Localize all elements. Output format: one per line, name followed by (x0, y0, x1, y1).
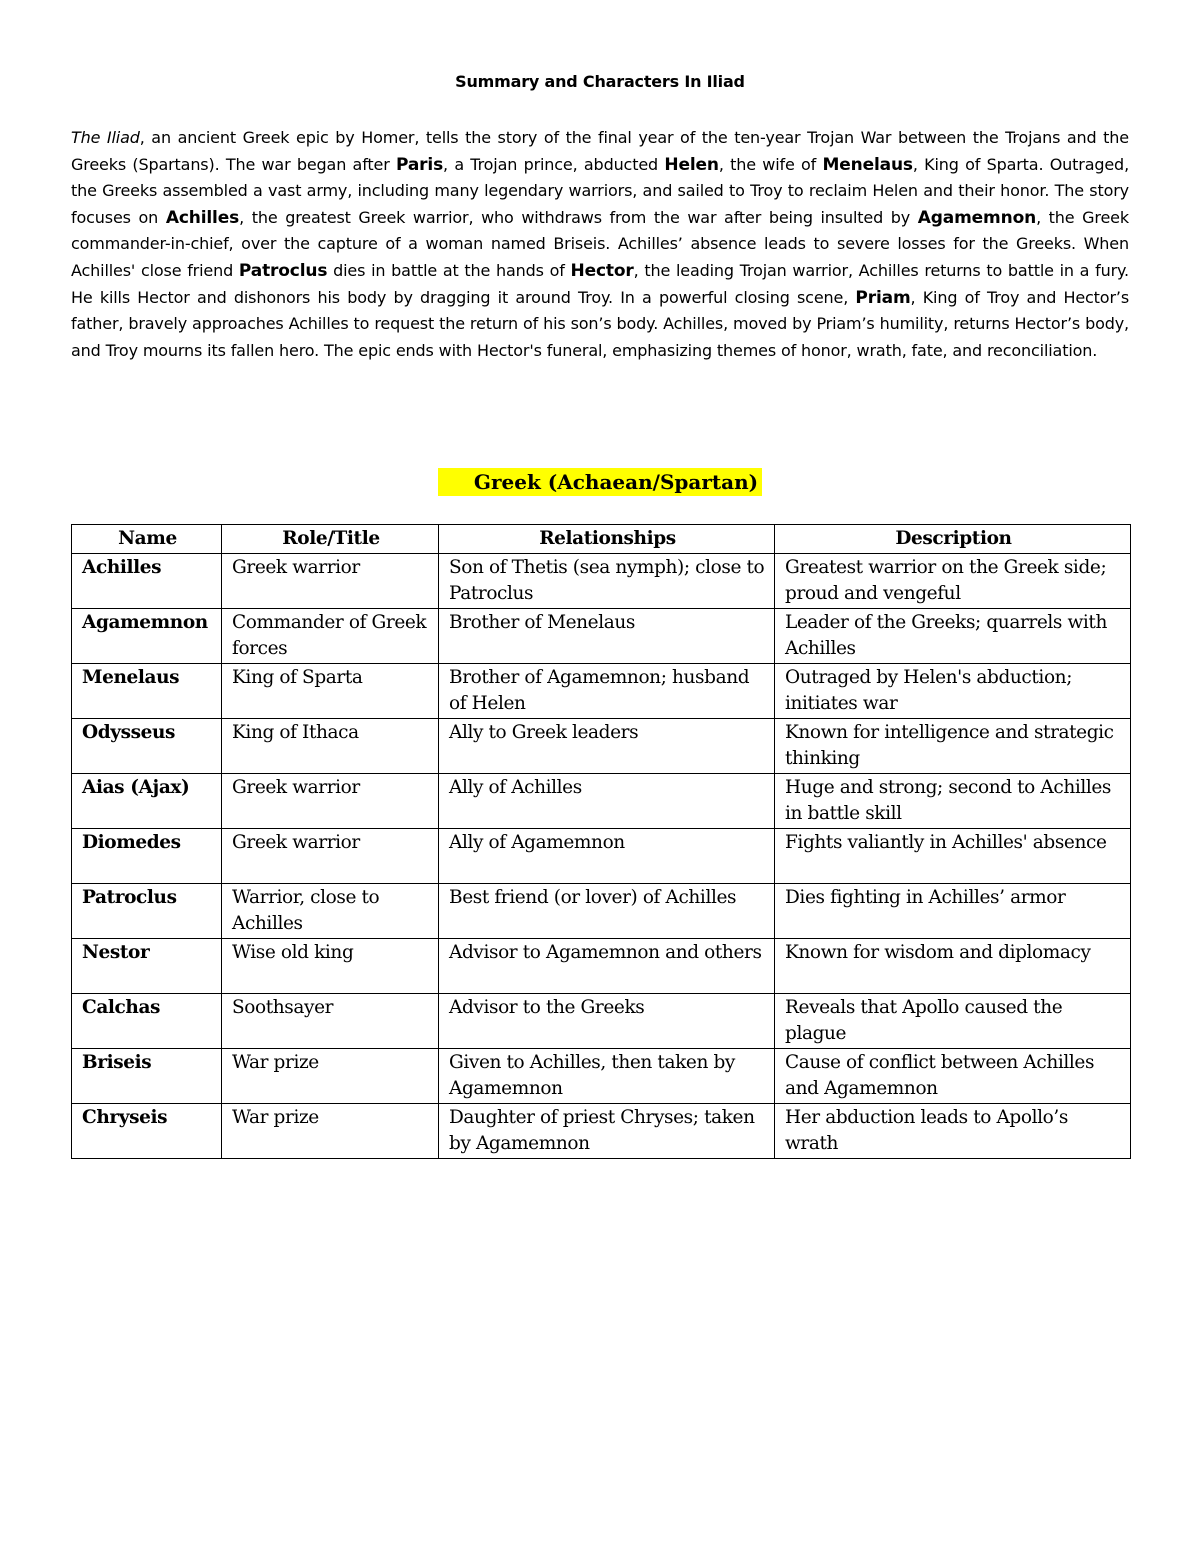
summary-text: , a Trojan prince, abducted (443, 154, 665, 174)
cell-role: Greek warrior (222, 554, 439, 609)
summary-name-helen: Helen (664, 154, 719, 175)
cell-description: Known for wisdom and diplomacy (775, 939, 1131, 994)
cell-name: Diomedes (72, 829, 222, 884)
cell-role: King of Ithaca (222, 719, 439, 774)
table-header-row (72, 525, 1131, 554)
cell-description: Dies fighting in Achilles’ armor (775, 884, 1131, 939)
cell-name: Odysseus (72, 719, 222, 774)
summary-text: dies in battle at the hands of (327, 260, 571, 280)
cell-role: Wise old king (222, 939, 439, 994)
summary-text: , an ancient Greek epic by Homer, tells the story of the final year of the ten-year Trojan War between the Trojans and the Greeks (Spartans). The war began after (71, 128, 1129, 174)
cell-relationships: Ally of Achilles (439, 774, 775, 829)
cell-role: Soothsayer (222, 994, 439, 1049)
cell-role: War prize (222, 1104, 439, 1159)
cell-name: Patroclus (72, 884, 222, 939)
summary-name-paris: Paris (395, 154, 444, 175)
cell-role: Greek warrior (222, 829, 439, 884)
summary-name-agamemnon: Agamemnon (917, 207, 1037, 228)
section-heading-text: Greek (Achaean/Spartan) (438, 468, 762, 496)
cell-description: Leader of the Greeks; quarrels with Achilles (775, 609, 1131, 664)
cell-relationships: Ally of Agamemnon (439, 829, 775, 884)
summary-name-patroclus: Patroclus (238, 260, 328, 281)
cell-description: Huge and strong; second to Achilles in battle skill (775, 774, 1131, 829)
cell-relationships: Daughter of priest Chryses; taken by Agamemnon (439, 1104, 775, 1159)
summary-paragraph (71, 125, 1129, 364)
summary-name-hector: Hector (570, 260, 634, 281)
summary-italic-title: The Iliad (71, 128, 140, 147)
header-name: Name (72, 525, 222, 554)
cell-role: Greek warrior (222, 774, 439, 829)
table-row (72, 609, 1131, 664)
cell-relationships: Son of Thetis (sea nymph); close to Patroclus (439, 554, 775, 609)
cell-role: King of Sparta (222, 664, 439, 719)
summary-text: , the greatest Greek warrior, who withdraws from the war after being insulted by (239, 207, 918, 227)
table-row (72, 1104, 1131, 1159)
table-row (72, 1049, 1131, 1104)
cell-relationships: Advisor to the Greeks (439, 994, 775, 1049)
table-row (72, 554, 1131, 609)
summary-name-menelaus: Menelaus (822, 154, 913, 175)
table-row (72, 884, 1131, 939)
document-title: Summary and Characters In Iliad (455, 72, 745, 91)
table-row (72, 719, 1131, 774)
cell-name: Calchas (72, 994, 222, 1049)
section-heading (0, 470, 1200, 494)
characters-table (71, 524, 1131, 1159)
summary-name-priam: Priam (855, 287, 911, 308)
cell-description: Fights valiantly in Achilles' absence (775, 829, 1131, 884)
cell-name: Chryseis (72, 1104, 222, 1159)
summary-text: , the Greek commander-in-chief, over the capture of a woman named Briseis. Achilles’ absence leads to severe losses for the Greeks. When Achilles' close friend (71, 207, 1129, 280)
cell-name: Menelaus (72, 664, 222, 719)
cell-relationships: Given to Achilles, then taken by Agamemnon (439, 1049, 775, 1104)
cell-relationships: Brother of Menelaus (439, 609, 775, 664)
cell-description: Reveals that Apollo caused the plague (775, 994, 1131, 1049)
cell-name: Briseis (72, 1049, 222, 1104)
header-role: Role/Title (222, 525, 439, 554)
cell-description: Known for intelligence and strategic thinking (775, 719, 1131, 774)
cell-description: Cause of conflict between Achilles and Agamemnon (775, 1049, 1131, 1104)
cell-name: Aias (Ajax) (72, 774, 222, 829)
cell-description: Greatest warrior on the Greek side; proud and vengeful (775, 554, 1131, 609)
header-relationships: Relationships (439, 525, 775, 554)
table-row (72, 829, 1131, 884)
cell-name: Nestor (72, 939, 222, 994)
table-row (72, 994, 1131, 1049)
cell-name: Achilles (72, 554, 222, 609)
cell-relationships: Brother of Agamemnon; husband of Helen (439, 664, 775, 719)
summary-text: , the leading Trojan warrior, Achilles returns to battle in a fury. He kills Hector and dishonors his body by dragging it around Troy. In a powerful closing scene, (71, 260, 1129, 307)
cell-description: Her abduction leads to Apollo’s wrath (775, 1104, 1131, 1159)
cell-role: Warrior, close to Achilles (222, 884, 439, 939)
table-row (72, 774, 1131, 829)
header-description: Description (775, 525, 1131, 554)
summary-text: , King of Sparta. Outraged, the Greeks assembled a vast army, including many legendary warriors, and sailed to Troy to reclaim Helen and their honor. The story focuses on (71, 154, 1129, 227)
cell-relationships: Best friend (or lover) of Achilles (439, 884, 775, 939)
cell-description: Outraged by Helen's abduction; initiates war (775, 664, 1131, 719)
table-row (72, 939, 1131, 994)
table-row (72, 664, 1131, 719)
cell-name: Agamemnon (72, 609, 222, 664)
cell-relationships: Advisor to Agamemnon and others (439, 939, 775, 994)
cell-role: Commander of Greek forces (222, 609, 439, 664)
summary-text: , the wife of (718, 154, 823, 174)
cell-relationships: Ally to Greek leaders (439, 719, 775, 774)
summary-name-achilles: Achilles (165, 207, 240, 228)
cell-role: War prize (222, 1049, 439, 1104)
summary-text: , King of Troy and Hector’s father, bravely approaches Achilles to request the return of his son’s body. Achilles, moved by Priam’s humility, returns Hector’s body, and Troy mourns its fallen hero. The epic ends with Hector's funeral, emphasizing themes of honor, wrath, fate, and reconciliation. (71, 287, 1129, 360)
